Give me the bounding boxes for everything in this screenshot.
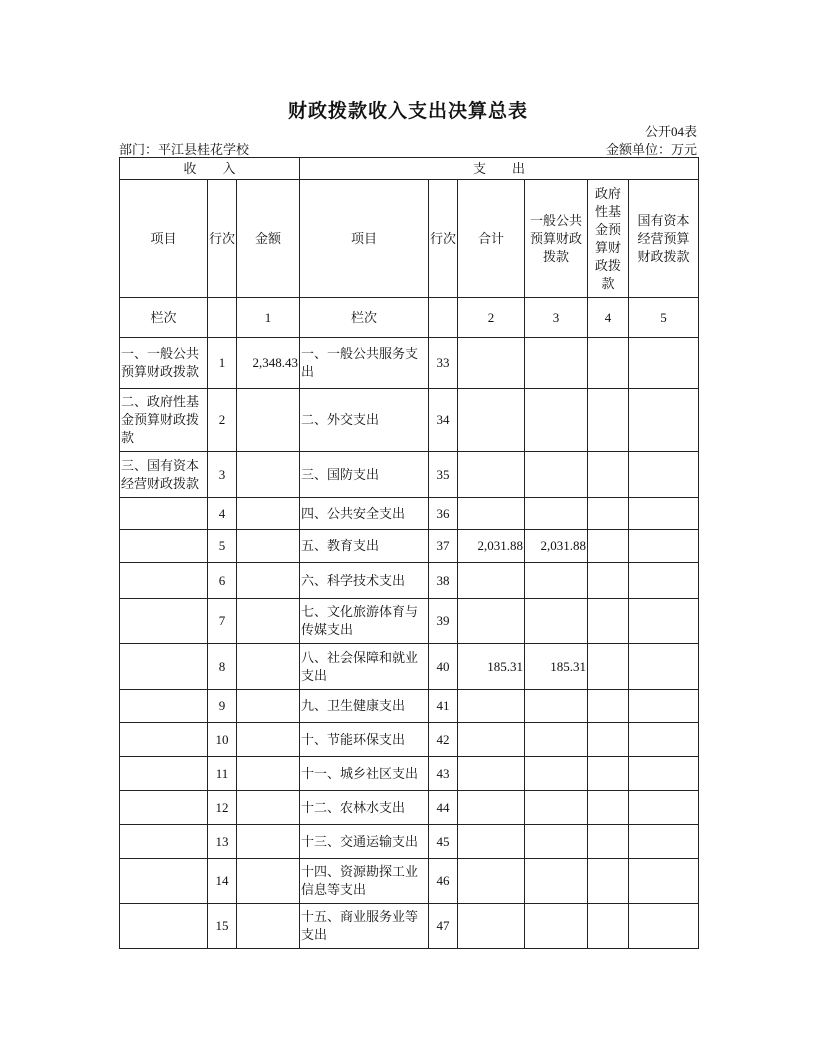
cell-income-amount: [237, 904, 300, 949]
cell-state-capital: [629, 498, 699, 530]
department-label: 部门：平江县桂花学校: [119, 142, 250, 157]
cell-income-row: 6: [208, 563, 237, 599]
cell-state-capital: [629, 338, 699, 389]
cell-income-amount: [237, 389, 300, 452]
index-state-capital: 5: [629, 298, 699, 338]
cell-expense-item: 四、公共安全支出: [300, 498, 429, 530]
cell-expense-item: 九、卫生健康支出: [300, 690, 429, 723]
cell-expense-row: 45: [429, 825, 458, 859]
index-empty: [208, 298, 237, 338]
cell-expense-item: 五、教育支出: [300, 530, 429, 563]
cell-expense-item: 十五、商业服务业等支出: [300, 904, 429, 949]
cell-income-amount: [237, 498, 300, 530]
cell-general: [525, 791, 588, 825]
cell-general: [525, 757, 588, 791]
cell-income-row: 15: [208, 904, 237, 949]
cell-state-capital: [629, 825, 699, 859]
index-label: 栏次: [120, 298, 208, 338]
table-row: [120, 644, 699, 690]
table-row: [120, 389, 699, 452]
cell-income-row: 7: [208, 599, 237, 644]
cell-income-row: 9: [208, 690, 237, 723]
cell-general: [525, 389, 588, 452]
cell-state-capital: [629, 690, 699, 723]
cell-total: [458, 791, 525, 825]
col-income-item: 项目: [120, 180, 208, 298]
cell-income-row: 11: [208, 757, 237, 791]
cell-general: [525, 825, 588, 859]
cell-income-item: [120, 563, 208, 599]
cell-expense-row: 47: [429, 904, 458, 949]
cell-gov-fund: [588, 452, 629, 498]
cell-gov-fund: [588, 498, 629, 530]
income-group-header: 收 入: [120, 158, 300, 180]
cell-state-capital: [629, 904, 699, 949]
cell-general: [525, 723, 588, 757]
expense-group-header: 支 出: [300, 158, 699, 180]
cell-general: [525, 859, 588, 904]
cell-income-item: [120, 825, 208, 859]
cell-income-amount: [237, 859, 300, 904]
cell-gov-fund: [588, 644, 629, 690]
cell-total: [458, 757, 525, 791]
cell-income-item: [120, 690, 208, 723]
cell-total: [458, 498, 525, 530]
cell-gov-fund: [588, 563, 629, 599]
cell-expense-row: 38: [429, 563, 458, 599]
cell-expense-item: 十一、城乡社区支出: [300, 757, 429, 791]
table-row: [120, 791, 699, 825]
table-row: [120, 498, 699, 530]
cell-total: 185.31: [458, 644, 525, 690]
cell-total: 2,031.88: [458, 530, 525, 563]
cell-expense-row: 44: [429, 791, 458, 825]
unit-label: 金额单位：万元: [605, 142, 697, 157]
cell-expense-item: 十二、农林水支出: [300, 791, 429, 825]
cell-state-capital: [629, 563, 699, 599]
cell-expense-item: 二、外交支出: [300, 389, 429, 452]
cell-income-amount: 2,348.43: [237, 338, 300, 389]
cell-expense-row: 35: [429, 452, 458, 498]
cell-total: [458, 859, 525, 904]
cell-expense-item: 八、社会保障和就业支出: [300, 644, 429, 690]
cell-expense-item: 一、一般公共服务支出: [300, 338, 429, 389]
index-general: 3: [525, 298, 588, 338]
cell-gov-fund: [588, 904, 629, 949]
cell-income-row: 5: [208, 530, 237, 563]
cell-expense-row: 34: [429, 389, 458, 452]
table-row: [120, 452, 699, 498]
cell-expense-item: 十四、资源勘探工业信息等支出: [300, 859, 429, 904]
cell-income-item: [120, 530, 208, 563]
cell-general: [525, 498, 588, 530]
cell-state-capital: [629, 599, 699, 644]
col-expense-item: 项目: [300, 180, 429, 298]
table-row: [120, 599, 699, 644]
table-row: [120, 723, 699, 757]
cell-gov-fund: [588, 690, 629, 723]
cell-total: [458, 599, 525, 644]
cell-income-item: [120, 723, 208, 757]
report-title: 财政拨款收入支出决算总表: [287, 101, 528, 122]
cell-income-item: [120, 904, 208, 949]
cell-income-item: 三、国有资本经营财政拨款: [120, 452, 208, 498]
cell-expense-row: 39: [429, 599, 458, 644]
cell-expense-item: 六、科学技术支出: [300, 563, 429, 599]
cell-expense-row: 33: [429, 338, 458, 389]
cell-expense-row: 41: [429, 690, 458, 723]
cell-expense-row: 36: [429, 498, 458, 530]
cell-income-row: 1: [208, 338, 237, 389]
cell-general: [525, 452, 588, 498]
cell-income-amount: [237, 599, 300, 644]
cell-income-amount: [237, 791, 300, 825]
cell-state-capital: [629, 791, 699, 825]
table-row: [120, 338, 699, 389]
table-row: [120, 530, 699, 563]
index-income-amount: 1: [237, 298, 300, 338]
cell-income-row: 13: [208, 825, 237, 859]
cell-income-item: 一、一般公共预算财政拨款: [120, 338, 208, 389]
col-total: 合计: [458, 180, 525, 298]
cell-state-capital: [629, 530, 699, 563]
cell-income-row: 12: [208, 791, 237, 825]
cell-income-row: 2: [208, 389, 237, 452]
cell-total: [458, 825, 525, 859]
cell-state-capital: [629, 452, 699, 498]
cell-income-item: [120, 644, 208, 690]
cell-total: [458, 690, 525, 723]
cell-total: [458, 389, 525, 452]
table-row: [120, 859, 699, 904]
cell-gov-fund: [588, 825, 629, 859]
cell-income-item: [120, 757, 208, 791]
cell-expense-row: 37: [429, 530, 458, 563]
cell-income-item: [120, 498, 208, 530]
cell-general: [525, 904, 588, 949]
cell-total: [458, 723, 525, 757]
cell-general: [525, 563, 588, 599]
cell-expense-item: 十、节能环保支出: [300, 723, 429, 757]
cell-income-amount: [237, 530, 300, 563]
index-gov-fund: 4: [588, 298, 629, 338]
cell-expense-item: 七、文化旅游体育与传媒支出: [300, 599, 429, 644]
index-empty: [429, 298, 458, 338]
cell-income-amount: [237, 644, 300, 690]
cell-income-amount: [237, 452, 300, 498]
cell-expense-row: 46: [429, 859, 458, 904]
cell-income-amount: [237, 563, 300, 599]
index-expense-label: 栏次: [300, 298, 429, 338]
cell-gov-fund: [588, 859, 629, 904]
index-total: 2: [458, 298, 525, 338]
col-income-amount: 金额: [237, 180, 300, 298]
cell-gov-fund: [588, 723, 629, 757]
cell-state-capital: [629, 757, 699, 791]
cell-total: [458, 452, 525, 498]
cell-income-amount: [237, 723, 300, 757]
cell-state-capital: [629, 723, 699, 757]
cell-gov-fund: [588, 338, 629, 389]
cell-expense-row: 43: [429, 757, 458, 791]
col-state-capital: 国有资本经营预算财政拨款: [629, 180, 699, 298]
cell-expense-row: 42: [429, 723, 458, 757]
table-row: [120, 690, 699, 723]
col-expense-row: 行次: [429, 180, 458, 298]
cell-gov-fund: [588, 530, 629, 563]
cell-expense-row: 40: [429, 644, 458, 690]
cell-state-capital: [629, 389, 699, 452]
cell-general: 2,031.88: [525, 530, 588, 563]
cell-gov-fund: [588, 757, 629, 791]
cell-total: [458, 338, 525, 389]
col-general: 一般公共预算财政拨款: [525, 180, 588, 298]
cell-gov-fund: [588, 791, 629, 825]
cell-gov-fund: [588, 389, 629, 452]
cell-income-amount: [237, 825, 300, 859]
cell-income-item: [120, 859, 208, 904]
table-row: [120, 563, 699, 599]
cell-expense-item: 十三、交通运输支出: [300, 825, 429, 859]
table-row: [120, 904, 699, 949]
cell-income-item: [120, 599, 208, 644]
cell-income-amount: [237, 757, 300, 791]
cell-total: [458, 904, 525, 949]
cell-income-row: 14: [208, 859, 237, 904]
cell-income-row: 10: [208, 723, 237, 757]
cell-general: [525, 690, 588, 723]
cell-state-capital: [629, 859, 699, 904]
cell-expense-item: 三、国防支出: [300, 452, 429, 498]
cell-income-item: 二、政府性基金预算财政拨款: [120, 389, 208, 452]
budget-table: [119, 157, 699, 949]
table-row: [120, 825, 699, 859]
cell-income-row: 3: [208, 452, 237, 498]
col-gov-fund: 政府性基金预算财政拨款: [588, 180, 629, 298]
cell-income-amount: [237, 690, 300, 723]
form-number: 公开04表: [644, 124, 697, 139]
cell-general: [525, 338, 588, 389]
cell-income-row: 4: [208, 498, 237, 530]
col-income-row: 行次: [208, 180, 237, 298]
cell-gov-fund: [588, 599, 629, 644]
cell-income-row: 8: [208, 644, 237, 690]
cell-income-item: [120, 791, 208, 825]
cell-general: 185.31: [525, 644, 588, 690]
cell-state-capital: [629, 644, 699, 690]
cell-general: [525, 599, 588, 644]
cell-total: [458, 563, 525, 599]
table-row: [120, 757, 699, 791]
